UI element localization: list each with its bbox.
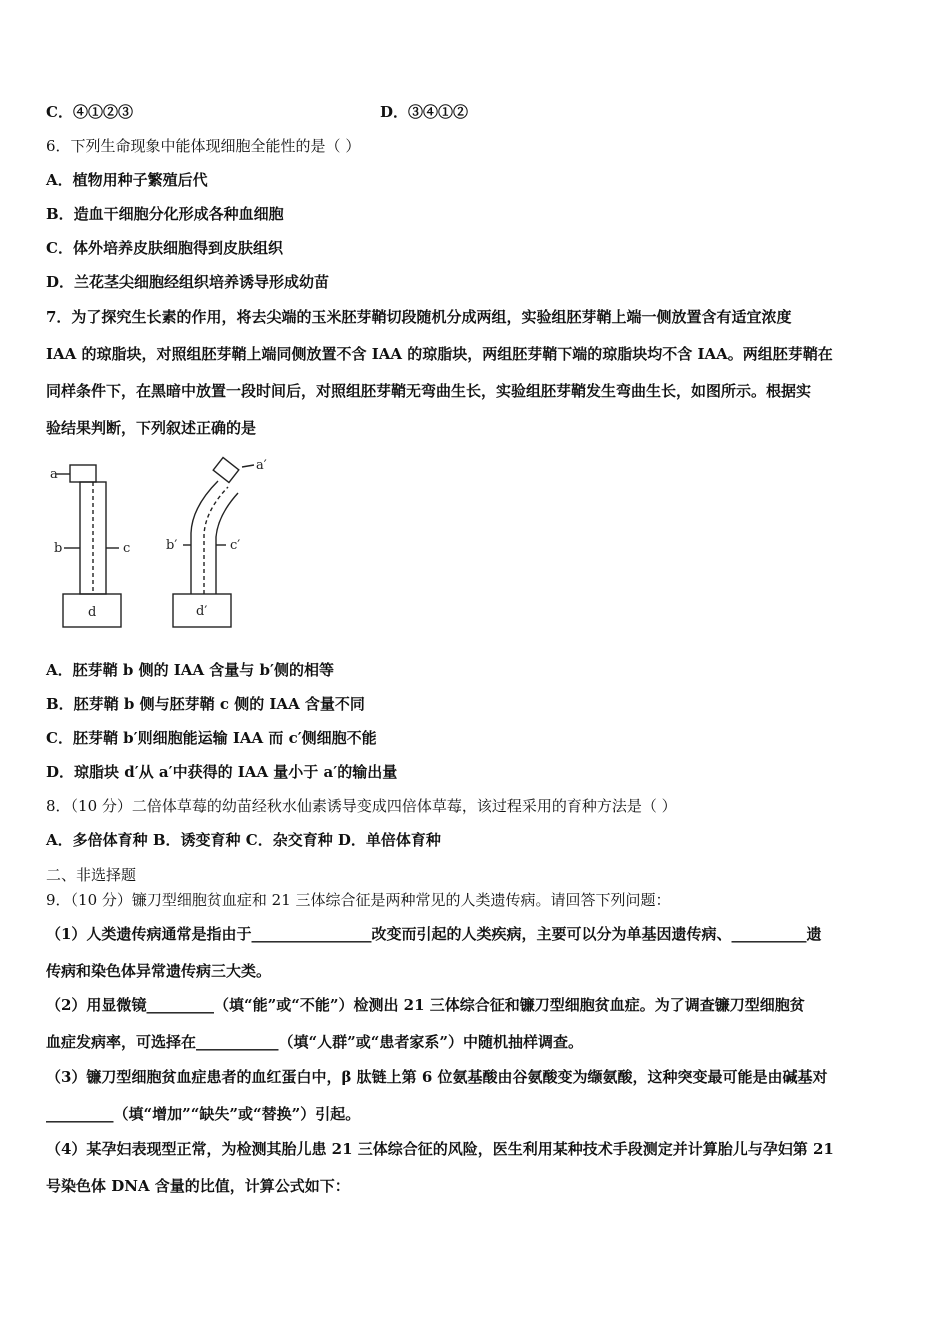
q6-option-a: A．植物用种子繁殖后代 (46, 171, 208, 189)
q8-stem: 8．（10 分）二倍体草莓的幼苗经秋水仙素诱导变成四倍体草莓，该过程采用的育种方法是（ ） (46, 797, 677, 815)
q7-option-a: A．胚芽鞘 b 侧的 IAA 含量与 b′侧的相等 (46, 661, 334, 679)
label-c: c (123, 541, 131, 556)
q7-stem-line-1: 7．为了探究生长素的作用，将去尖端的玉米胚芽鞘切段随机分成两组，实验组胚芽鞘上端一侧放置含有适宜浓度 (46, 308, 792, 326)
q9-part2-line-2: 血症发病率，可选择在___________（填“人群”或“患者家系”）中随机抽样调查。 (46, 1033, 584, 1051)
label-b-prime: b′ (166, 538, 178, 553)
q5-option-c: C．④①②③ (46, 103, 133, 121)
q7-option-b: B．胚芽鞘 b 侧与胚芽鞘 c 侧的 IAA 含量不同 (46, 695, 365, 713)
q9-part3-line-1: （3）镰刀型细胞贫血症患者的血红蛋白中，β 肽链上第 6 位氨基酸由谷氨酸变为缬氨酸，这种突变最可能是由碱基对 (46, 1068, 828, 1086)
q7-stem-line-3: 同样条件下，在黑暗中放置一段时间后，对照组胚芽鞘无弯曲生长，实验组胚芽鞘发生弯曲生长，如图所示。根据实 (46, 382, 812, 400)
label-a-prime: a′ (256, 458, 267, 473)
q8-options: A．多倍体育种 B．诱变育种 C．杂交育种 D．单倍体育种 (46, 831, 441, 849)
coleoptile-figure (46, 455, 286, 640)
section-title: 二、非选择题 (46, 866, 137, 884)
q9-part1-line-2: 传病和染色体异常遗传病三大类。 (46, 962, 272, 980)
label-d-prime: d′ (196, 604, 208, 619)
q6-stem: 6．下列生命现象中能体现细胞全能性的是（ ） (46, 137, 361, 155)
q5-options (46, 102, 469, 122)
q5-option-d: D．③④①② (380, 103, 469, 121)
label-a: a (50, 467, 58, 482)
q9-stem: 9．（10 分）镰刀型细胞贫血症和 21 三体综合征是两种常见的人类遗传病。请回答下列问题： (46, 891, 671, 909)
q7-stem-line-2: IAA 的琼脂块，对照组胚芽鞘上端同侧放置不含 IAA 的琼脂块，两组胚芽鞘下端的琼脂块均不含 IAA。两组胚芽鞘在 (46, 345, 833, 363)
control-coleoptile (56, 465, 121, 627)
q9-part4-line-1: （4）某孕妇表现型正常，为检测其胎儿患 21 三体综合征的风险，医生利用某种技术手段测定并计算胎儿与孕妇第 21 (46, 1140, 834, 1158)
q7-stem-line-4: 验结果判断，下列叙述正确的是 (46, 419, 257, 437)
q9-part2-line-1: （2）用显微镜_________（填“能”或“不能”）检测出 21 三体综合征和镰刀型细胞贫血症。为了调查镰刀型细胞贫 (46, 996, 805, 1014)
label-c-prime: c′ (230, 538, 241, 553)
q6-option-d: D．兰花茎尖细胞经组织培养诱导形成幼苗 (46, 273, 330, 291)
label-d: d (88, 605, 97, 620)
label-b: b (54, 541, 63, 556)
q6-option-b: B．造血干细胞分化形成各种血细胞 (46, 205, 284, 223)
experimental-coleoptile (173, 458, 254, 627)
q7-option-c: C．胚芽鞘 b′则细胞能运输 IAA 而 c′侧细胞不能 (46, 729, 377, 747)
q6-option-c: C．体外培养皮肤细胞得到皮肤组织 (46, 239, 283, 257)
coleoptile-diagram (46, 455, 286, 640)
q9-part1-line-1: （1）人类遗传病通常是指由于________________改变而引起的人类疾病，主要可以分为单基因遗传病、__________遗 (46, 925, 822, 943)
q9-part3-line-2: _________（填“增加”“缺失”或“替换”）引起。 (46, 1105, 361, 1123)
q9-part4-line-2: 号染色体 DNA 含量的比值，计算公式如下： (46, 1177, 350, 1195)
q7-option-d: D．琼脂块 d′从 a′中获得的 IAA 量小于 a′的输出量 (46, 763, 398, 781)
